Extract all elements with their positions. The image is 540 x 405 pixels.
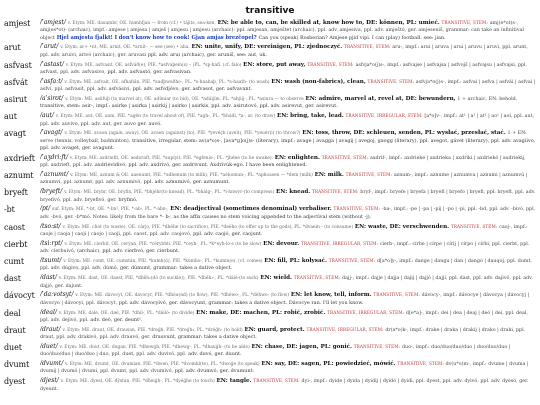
entry-definition: EN: milk. (314, 172, 344, 179)
entry-inflections: 1 + EN: serve (tennis, volleyball, badminton). (40, 131, 527, 144)
entry-body (40, 326, 536, 342)
entry-etymology: v. Etym: ME. dvumt, OE. dvumian, PIE. *dwen, PIE. *dvomhl(te), PL. *dwoǵe (to speak) (65, 362, 260, 368)
entry-headword: amjest (4, 19, 31, 28)
entry-body (40, 43, 536, 59)
dictionary-entry (4, 343, 536, 359)
entry-note: transitive, stem: asir-, impf.: asirke | asirka | asirkij | asirko | asirkis, ppl. adv. asirutovó, ppl. adv. asirevut, ger. asirevut. (40, 103, 338, 110)
entry-note: ppl. adv. aznumivó, ger. aznumunt. (143, 179, 230, 186)
entry-grammar-tag: TRANSITIVE, STEM: (450, 223, 498, 229)
entry-body (40, 154, 536, 170)
entry-definition: EN: guard, protect. (244, 326, 305, 333)
entry-grammar-tag: TRANSITIVE, STEM: (328, 258, 376, 264)
entry-body (40, 171, 536, 187)
entry-body (40, 360, 536, 376)
entry-etymology: v. Etym: ME. cíerbit, OE. cerýan, PIE. *cérybhti, PIE. *ceyh-, PL. *kʷeyh-lo-s (to be slow) (64, 241, 262, 247)
entry-note: axdrievidivó, ppl. adv. axdrivó, ger. axdrivunt. Axdrivúk-ego. I have been enlightened. (94, 162, 308, 169)
entry-inflections: caoj-, impf.: caoje | caoja | caoji | caojo | caoji, ppl. caost, ppl. adv. caojovó, (40, 224, 528, 237)
entry-headword: cumt (4, 257, 25, 267)
entry-headword: draut (4, 325, 26, 335)
entry-definition: EN: say, DE: sagen, PL: powiedzieć, mówić. (261, 361, 396, 368)
entry-headword: caost (4, 222, 25, 232)
entry-note: Can you (speak) Rosberian? Amjese pjid vipi. I can (play) football. see: jian. (258, 34, 446, 41)
entry-headword: asirut (4, 95, 28, 105)
entry-headword: aznumt (4, 171, 34, 181)
entry-pronunciation: /ˈastast/ (40, 60, 64, 68)
page-title: transitive (245, 6, 295, 16)
entry-inflections: cierb-, impf.: círbe | círpe | círij | círpo | círbi, ppl. cierbt, ppl. adv. cíerbuivó, (40, 241, 530, 255)
entry-headword: cierbt (4, 239, 28, 249)
entry-body (40, 274, 536, 290)
entry-etymology: v. Etym: ME. aznum & OE. aaenumt, PIE. *adhenum (to milk), PIE. *aéhomun-, PL. *aphoasen — *dem (milk) (70, 173, 313, 179)
entry-body (40, 19, 536, 42)
entry-inflections: aru-, impf.: arui | aruva | arui | aruvu | aruvi, ppl. arunt, ppl. adv. aruivi, arivó (archaic), ger. aruvasi (40, 45, 528, 58)
entry-pronunciation: /ˈdaːvotsyt/ (40, 291, 74, 299)
entry-note: adv. duvó, ger. duunt. (188, 351, 242, 358)
dictionary-entry (4, 291, 536, 307)
dictionary-entry (4, 377, 536, 393)
entry-body (40, 112, 536, 128)
dictionary-entry (4, 188, 536, 204)
entry-pronunciation: /dast/ (40, 274, 57, 282)
entry-body (40, 377, 536, 393)
entry-headword: dyest (4, 377, 26, 387)
entry-pronunciation: /ˈamjest/ (40, 19, 66, 26)
entry-headword: aut (4, 112, 17, 122)
dictionary-entry (4, 223, 536, 239)
entry-grammar-tag: TRANSITIVE, STEM: (312, 189, 359, 195)
entry-note: bryfmó. (118, 196, 138, 203)
dictionary-entry (4, 112, 536, 128)
entry-note: drauvunt, grammar: takes a dative object. (152, 334, 257, 341)
entry-note: ger. auvó. (137, 120, 162, 127)
entry-definition: EN: be able to, can, be skilled at, know how to, DE: können, PL: umieć. (217, 20, 440, 26)
entry-body (40, 129, 536, 152)
dictionary-entry (4, 19, 536, 42)
entry-definition: EN: wield. (260, 275, 292, 282)
entry-etymology: v. Etym: ME. draut, OE. drausan, PIE. *dreǵh, PIE. *dreǵh₂, PL. *dréǵh- (to hold) (62, 327, 243, 333)
dictionary-entry (4, 274, 536, 290)
entry-inflections: axdrif-, impf.: axdrieke | axdrieka | axdriki | axdriekó | axdriekij, ppl. axdrieft, ppl. adv. (40, 155, 526, 169)
entry-headword: avagt (4, 129, 26, 139)
dictionary-entry (4, 61, 536, 77)
entry-grammar-tag: TRANSITIVE, STEM: (293, 275, 341, 281)
dictionary-entry (4, 240, 536, 256)
entry-example: Hjel amjesta fjalkt! I don't know how to cook! Gjan amjas brezčopel? (56, 34, 257, 41)
entry-grammar-tag: TRANSITIVE, STEM: (367, 78, 415, 84)
entry-grammar-tag: TRANSITIVE, STEM: (321, 154, 369, 160)
entry-grammar-tag: TRANSITIVE, IRREGULAR, STEM: (345, 113, 423, 119)
entry-headword: bryeft (4, 188, 28, 198)
entry-definition: EN: tangle. (216, 378, 252, 385)
entry-inflections: asfvja*o(j)s-, impf.: asfvai | asfva | asfvái | asfvai | asfvi, ppl. asfvasit, ppl. adv. asfvásivi, (40, 79, 536, 93)
entry-etymology: v. Etym: ME. brybr, OE. bryfin, PIE. *bhjéhr(to knead), PL. *bhálg-, PL. *i-hnwyr-(to compress) (64, 190, 275, 196)
entry-grammar-tag: TRANSITIVE, STEM: (345, 172, 393, 178)
entry-etymology: v. Etym: ME. asiifuþ (to marvel at), OE. adímiar (to bid), OE. *adáijím, PL. *ahjiij-, PL. *asinra — to observe (65, 97, 304, 103)
entry-grammar-tag: TRANSITIVE, STEM: (344, 44, 391, 50)
entry-grammar-tag: TRANSITIVE, STEM: (373, 292, 420, 298)
entry-inflections: aznum-, impf.: aznume | aznumva | aznumi | aznumvú | aznumvi, ppl. aznumt, ppl. adv. aznumivó, (40, 173, 528, 186)
entry-definition: EN: unite, unify, DE: vereinigen, PL: zjednoczyć. (191, 44, 343, 51)
entry-pronunciation: /deal/ (40, 308, 57, 316)
entry-note: ppl. adv. dvumvó, ger. dvumunt. (174, 368, 255, 375)
entry-etymology: v. Etym: ME. dast, OE. daest, PIE. *dhēh₁(dó (to suckle)), PIE. *dhēh₁-, PL. *dáiè-(to suck) (58, 276, 259, 282)
entry-body (40, 205, 536, 221)
entry-definition: EN: toss, throw, DE: schleuen, senden, PL: wysłać, przesłać, stać. (302, 130, 506, 137)
entry-note: ppl. adv. asfvastó, ger. asfvasivan. (107, 68, 192, 75)
entry-etymology: v. Etym: ME. asfvait, OE. afhafián, PIE. *audþwuðho-, PL. *s-haahaþ, PL. *s-haath- (to wash) (64, 79, 270, 85)
entry-etymology: v. Etym: ME. avaon (again, away), OE. avaen (against) (to), PIE. *yevéçh (aveit), PIE. *yeuér(i) (to throw?) (64, 131, 301, 137)
entry-grammar-tag: TRANSITIVE, STEM: (441, 20, 488, 25)
entry-note: adv. deó, ger. deunt¹. (90, 316, 143, 323)
entry-inflections: dávocy-, impf.: dávocye | dávocya | dávocyj | dávocyo | dávocyi, ppl. dávocyt, (40, 293, 530, 306)
entry-grammar-tag: TRANSITIVE, STEM: (333, 206, 380, 212)
entry-body (40, 257, 536, 273)
dictionary-entry (4, 205, 536, 221)
dictionary-entry (4, 78, 536, 94)
entry-etymology: v. Etym: ME. dyest, OE. dȳstan, PIE. *dheiǵh-, PL. *dyéǵhe (to touch) (60, 379, 215, 385)
dictionary-entry (4, 326, 536, 342)
entry-note: ppl. adv. dávocyivó, ger. dávocyunt, grammar: takes a dative object. Dávocye ran. I'll let you know. (118, 299, 364, 306)
entry-definition: EN: devour. (263, 240, 300, 247)
entry-definition: EN: store, put away, (243, 61, 306, 68)
entry-inflections: dajj-, impf.: dajje | dajja | dajij | dajjó | dajjí, ppl. dast, ppl. adv. dajivó, ppl. adv. dajjó, ger. dajunt. (40, 276, 533, 289)
entry-body (40, 61, 536, 77)
entry-inflections: bryf-, impf.: bryefe | bryefa | bryefi | bryefo | bryefi, ppl. bryeft, ppl. adv. bryefivó, ppl. adv. bryefivó, ger. (40, 190, 536, 203)
entry-pronunciation: /pt/ (40, 205, 51, 213)
entry-pronunciation: /ˈasfaːt/ (40, 77, 63, 85)
entry-body (40, 291, 536, 307)
entry-pronunciation: /dvumt/ (40, 360, 64, 368)
entry-etymology: v. Etym: ME. asfvasit, OE. asfváð(e), PIE. *asfvaþein(s) – (PL. *sp·hafí. (cf. falo) (65, 62, 242, 68)
entry-pronunciation: /tsiːrpt/ (40, 239, 63, 247)
entry-etymology: v. Etym: ar+ •nt, ME. arnit, OE. *arnít– — see (see) • aha. (60, 45, 190, 51)
entry-note: ger. dúmunt, grammar: takes a dative object. (120, 265, 233, 272)
dictionary-entry (4, 43, 536, 59)
entry-inflections: d[a*o]y-, impf.: dange | dangu | dan | dangó | dauqoj, ppl. dumt, ppl. adv. dúgivo, ppl. adv. dúmó, (40, 259, 532, 272)
entry-inflections: duo-, impf.: duo/duo/duo/duo | duo/duo/duo | duo/duo/duo | duo/duo | duo, ppl. duet, ppl. adv. duvivó, ppl. (40, 344, 511, 358)
entry-definition: EN: let know, tell, inform. (290, 292, 372, 299)
entry-grammar-tag: TRANSITIVE, STEM: (253, 378, 300, 384)
entry-definition: EN: make, DE: machen, PL: robić, zrobić. (196, 309, 326, 316)
entry-etymology: v. Etym: ME. aut, OE. aam, PIE. *agén (to travel about of), PIE. *agh-, PL. *bhádi, *a-, ar, (to draw) (55, 114, 276, 120)
entry-definition: EN: waste, DE: verschwenden. (354, 223, 450, 230)
entry-etymology: v. Etym: ME. daxumbr, OE. humbfjan — from (cf.) • tájits, sea-ken, (67, 21, 216, 26)
entry-etymology: v. Etym: ME. comt, OE. cumstán, PIE. *kumh(ó), PIE. *kumho-, PL. *kumin(e). (cf. comes) (63, 259, 263, 265)
entry-body (40, 309, 536, 325)
entry-note: ppl. adv. asfvdjóvo, ger. asfvasot, ger. asfvavant. (132, 86, 253, 93)
entry-inflections: d[e*a]-, impf.: dei | dea | deaj | deó | deí, ppl. deal, ppl. adv. dejivó, ppl. (40, 310, 528, 323)
entry-definition: EN: knead. (276, 189, 311, 196)
entry-definition: EN: admire, marvel at, revel at, DE: bewundern, (305, 96, 456, 103)
entry-pronunciation: /djest/ (40, 377, 59, 385)
dictionary-entry (4, 309, 536, 325)
entry-note: b-, as the affix causes no stem voicing appended to the adjectival stem (without -j). (165, 213, 372, 220)
entry-body (40, 343, 536, 359)
entry-grammar-tag: TRANSITIVE, STEM: (353, 343, 401, 349)
entry-headword: dast (4, 274, 21, 284)
entry-headword: -bt (4, 205, 15, 215)
entry-pronunciation: /bryeft/ (40, 188, 63, 196)
entry-headword: dvumt (4, 360, 30, 370)
entry-pronunciation: /duet/ (40, 342, 58, 350)
entry-etymology: v. Etym: ME. axdriefit, OE. aedoraft, PIE. *aupíyit, PIE. *egfenio-, PL. *jhéne (to be awake). (69, 155, 273, 161)
entry-body (40, 188, 536, 204)
entry-etymology: v. Etym: ME. chot (to waste), OE. cárjo, PIE. *dhéhe (to sacrifice), PIE. *deèho (to offer up to the gods), PL. *dvaein - (to consume) (62, 224, 354, 230)
entry-list (4, 19, 536, 393)
dictionary-entry (4, 171, 536, 187)
entry-definition: EN: deadjectival (sometimes denominal) verbaliser. (170, 206, 332, 213)
entry-body (40, 95, 536, 111)
entry-grammar-tag: TRANSITIVE, IRREGULAR, STEM: (327, 309, 405, 315)
dictionary-entry (4, 257, 536, 273)
entry-body (40, 223, 536, 239)
entry-etymology: v. Etym: ME. duut, OE. dugan, PIE. *dhewgh, PIE. *dhewg-, PL. *dhauǵh- (to be able) (59, 344, 250, 350)
entry-note: transitive, irregular, stem: av(a*o)s-, [ava*g]o(j)s- (literary), impf.: avage | avagga | avagij | avegoj, gaogg (literary), ppl. avegot, gávet (literary), ppl. adv. avagiivo, ppl. adv. avaget, ger. avagunt. (40, 137, 536, 152)
entry-headword: deal (4, 308, 21, 318)
entry-etymology: suf. Etym: ME. *-bt, OE. *-bn², PIE. *-ab-, PL. *-abn-, (52, 207, 169, 213)
dictionary-entry (4, 360, 536, 376)
entry-grammar-tag: TRANSITIVE, IRREGULAR, STEM: (300, 240, 379, 246)
entry-body (40, 78, 536, 94)
entry-note: ppl. adv. arui (archaic), ger. aruniš, see: aut, uk. (147, 51, 267, 58)
entry-headword: duet (4, 342, 22, 352)
entry-definition: EN: chase, DE: jagen, PL: gonić. (251, 343, 352, 350)
entry-inflections: dv(u*o)m-, impf.: dvume | dvuma | dvumij | dvumó | dvumi, ppl. dvumt, ppl. adv. dvumivó, (40, 362, 529, 375)
entry-grammar-tag: TRANSITIVE, IRREGULAR, STEM: (306, 326, 384, 332)
entry-note: ppl. adv. caojó, ger. caojunt. (193, 230, 263, 237)
dictionary-entry (4, 129, 536, 152)
entry-pronunciation: /ˈaznumt/ (40, 171, 69, 179)
entry-inflections: amj(e*ot)s-, amj(es*ot)- (archaic), impf.: amjese | amjesa | amješ | amjesu | amjesu (archaic): ppl. amjesan, amještet (archaic), ppl. adv. amjesiva, ppl. adv. amještó, ger. amjeseniš, grammar: can take an infinitival object (40, 21, 524, 41)
entry-grammar-tag: TRANSITIVE, STEM: (307, 61, 354, 67)
entry-pronunciation: /ˈaʒdriːft/ (40, 153, 68, 161)
entry-etymology: v. Etym: ME. dale, OE. dæl, PIE. *dhíl-, PL. *dáilò- (to divide) (58, 310, 195, 316)
entry-pronunciation: /tsumt/ (40, 257, 62, 265)
entry-body (40, 240, 536, 256)
entry-inflections: -ba-, impf.: -pe | -pa | -pij | -po | -pi, ppl. -bd, ppl. adv. -bivó, ppl. adv. -bvó, ger. -b*mó. Notes: likely from the bare *- (40, 207, 536, 220)
entry-headword: asfvát (4, 77, 28, 87)
entry-etymology: v. Etym: ME. dávocyt, OE. dávocyr, PIE. *dhóu(nd) (to flow), PIE. *dhéwo-, PL. *déhwo- (to flow) (75, 293, 290, 299)
entry-note: (archaic), ppl. adv. cierbvó, ger. cierbunt. (77, 248, 180, 255)
entry-definition: EN: bring, take, lead. (276, 113, 344, 120)
entry-headword: arut (4, 43, 21, 53)
entry-headword: axdrieft (4, 153, 35, 163)
entry-definition: EN: enlighten. (274, 154, 320, 161)
entry-headword: asfvast (4, 60, 32, 70)
entry-headword: dávocyt (4, 291, 35, 301)
entry-inflections: asfvja*o(j)s-, impf.: asfvajse | asfvajsa | asfvojš | asfvajsu | asfvajsi, ppl. asfvast, ppl. adv. asfvasivo, (40, 62, 528, 75)
entry-pronunciation: /aut/ (40, 112, 54, 120)
entry-inflections: [a*o]v-, impf.: at¹ | a¹ | at¹ | ao¹ | aol, ppl. aut, ppl. adv. auvivo, ppl. adv. aut, ger. auvo (40, 114, 535, 127)
entry-definition: EN: wash (non-fabrics), clean, (271, 78, 366, 85)
entry-definition: EN: fill, PL: kołysać. (264, 258, 327, 265)
entry-grammar-tag: TRANSITIVE, STEM: (397, 361, 444, 367)
entry-pronunciation: /tso:st/ (40, 222, 61, 230)
dictionary-entry (4, 95, 536, 111)
entry-pronunciation: /ˈavagt/ (40, 129, 63, 137)
entry-inflections: dyi-, impf.: dyide | dyida | dyidij | dyidó | dyidi, ppl. dyest, ppl. adv. dyivó, ppl. adv. dyesó, ger. dyeunt. (40, 379, 529, 392)
entry-pronunciation: /aˈsirʊt/ (40, 95, 64, 103)
entry-inflections: 1 + archaic, EN: behold. (457, 97, 518, 103)
entry-pronunciation: /ˈarut/ (40, 43, 59, 51)
entry-inflections: dr(a*o)k-, impf.: drake | draka | drakij | drako | draki, ppl. draut, ppl. adv. drakivó, ppl. adv. drauvó, ger. (40, 327, 526, 341)
dictionary-entry (4, 154, 536, 170)
entry-pronunciation: /draut/ (40, 325, 61, 333)
